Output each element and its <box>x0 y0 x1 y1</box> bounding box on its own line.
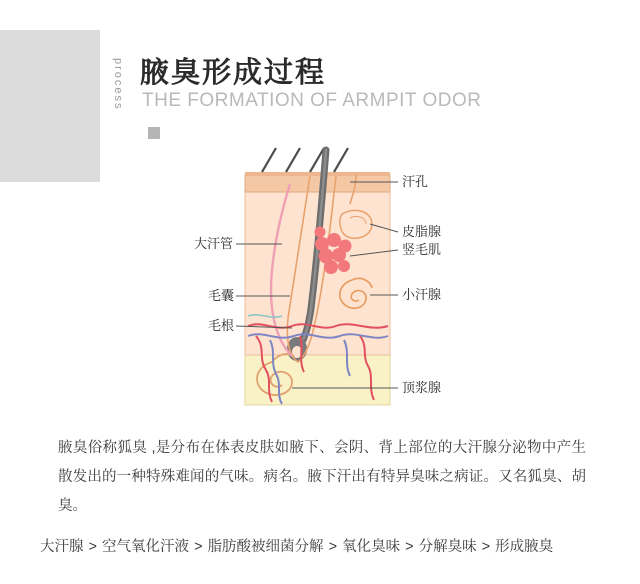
surface-hairs <box>262 148 348 172</box>
label-hair-follicle: 毛囊 <box>208 288 235 303</box>
square-marker-icon <box>148 127 160 139</box>
label-apocrine-duct: 大汗管 <box>194 236 234 251</box>
process-flow-line <box>40 535 610 556</box>
flow-separator: > <box>481 539 491 555</box>
flow-step: 分解臭味 <box>418 539 477 555</box>
label-sebaceous-gland: 皮脂腺 <box>402 224 442 239</box>
flow-separator: > <box>88 539 97 555</box>
sebaceous-gland-shape <box>340 210 372 238</box>
flow-separator: > <box>328 539 338 555</box>
label-arrector-pili: 竖毛肌 <box>402 242 442 257</box>
flow-step: 大汗腺 <box>40 539 84 555</box>
label-eccrine-gland: 小汗腺 <box>402 287 442 302</box>
description-paragraph: 腋臭俗称狐臭 ,是分布在体表皮肤如腋下、会阴、背上部位的大汗腺分泌物中产生散发出的一种特殊难闻的气味。病名。腋下汗出有特异臭味之病证。又名狐臭、胡臭。 <box>58 440 586 514</box>
process-vertical-label: process <box>112 58 124 111</box>
flow-separator: > <box>194 539 203 555</box>
label-hair-root: 毛根 <box>208 318 235 333</box>
flow-step: 脂肪酸被细菌分解 <box>207 539 324 555</box>
label-sweat-pore: 汗孔 <box>402 174 429 189</box>
skin-anatomy-diagram <box>0 140 640 425</box>
flow-step: 空气氧化汗液 <box>102 539 190 555</box>
flow-step: 形成腋臭 <box>495 539 554 555</box>
page-subtitle: THE FORMATION OF ARMPIT ODOR <box>142 90 482 111</box>
page-title: 腋臭形成过程 <box>140 57 327 89</box>
flow-step: 氧化臭味 <box>342 539 401 555</box>
label-apocrine-gland: 顶浆腺 <box>402 380 442 395</box>
flow-separator: > <box>405 539 414 555</box>
